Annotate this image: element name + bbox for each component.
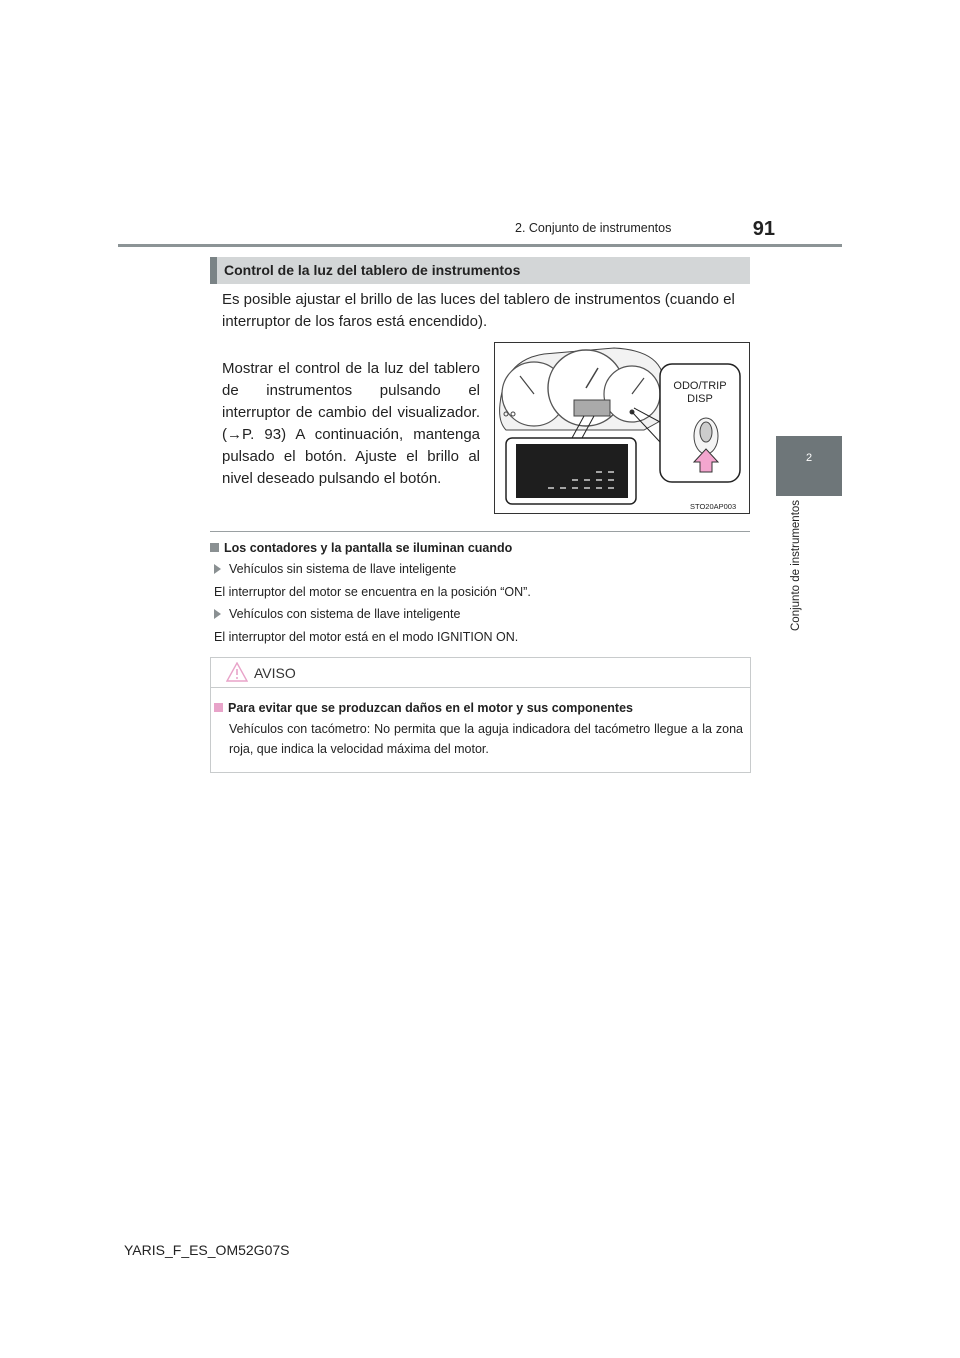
warning-triangle-icon: [226, 662, 248, 682]
warning-label: AVISO: [254, 665, 296, 681]
note-heading: Los contadores y la pantalla se iluminan cuando: [210, 541, 512, 555]
instrument-panel-illustration: [494, 342, 750, 514]
note-condition-1: Vehículos sin sistema de llave inteligente: [214, 562, 456, 576]
chapter-tab-number: 2: [805, 452, 813, 464]
footer-code: YARIS_F_ES_OM52G07S: [124, 1242, 290, 1258]
section-title: Control de la luz del tablero de instrumentos: [224, 262, 521, 278]
square-bullet-icon: [214, 703, 223, 712]
triangle-bullet-icon: [214, 609, 221, 619]
note-condition-2: Vehículos con sistema de llave inteligente: [214, 607, 460, 621]
chapter-side-tab: [776, 436, 842, 496]
note-text-1: El interruptor del motor se encuentra en la posición “ON”.: [214, 585, 531, 599]
figure-code: STO20AP003: [690, 502, 737, 511]
instruction-paragraph: Mostrar el control de la luz del tablero de instrumentos pulsando el interruptor de cambio del visualizador. (→P. 93) A continuación, mantenga pulsado el botón. Ajuste el brillo al nivel deseado pulsando el botón.: [222, 360, 480, 487]
note-text-2: El interruptor del motor está en el modo IGNITION ON.: [214, 630, 519, 644]
warning-heading: Para evitar que se produzcan daños en el motor y sus componentes: [214, 701, 633, 715]
button-label-line1: ODO/TRIP: [673, 380, 727, 392]
intro-paragraph: Es posible ajustar el brillo de las luces del tablero de instrumentos (cuando el interruptor de los faros está encendido).: [222, 291, 735, 330]
chapter-tab-label: Conjunto de instrumentos: [790, 500, 802, 632]
chapter-title: 2. Conjunto de instrumentos: [515, 221, 672, 235]
page-number: 91: [752, 218, 775, 240]
section-bar-accent: [210, 257, 217, 284]
section-divider: [210, 531, 750, 532]
button-label-line2: DISP: [687, 393, 713, 405]
chapter-tab-label-wrap: [790, 500, 808, 650]
triangle-bullet-icon: [214, 564, 221, 574]
square-bullet-icon: [210, 543, 219, 552]
warning-header-rule: [211, 687, 750, 688]
warning-text: Vehículos con tacómetro: No permita que la aguja indicadora del tacómetro llegue a la zona roja, que indica la velocidad máxima del motor.: [229, 722, 743, 756]
header-rule: [118, 244, 842, 247]
